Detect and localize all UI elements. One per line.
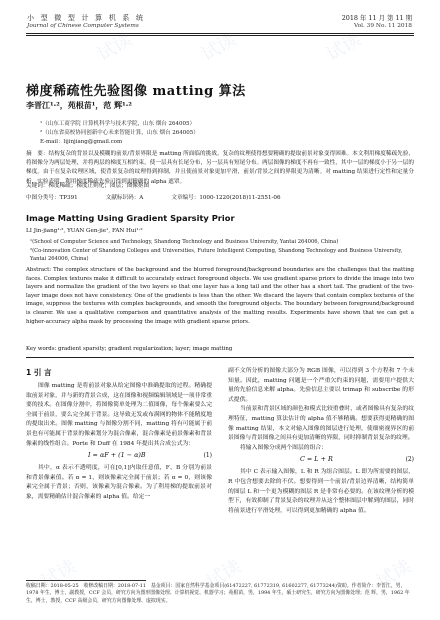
body-paragraph: 其中，α 表示不透明度，可在[0,1]内取任意值，F、B 分别为前景和背景像素值。若 α = 1，则该像素完全属于前景；若 α = 0，则该像素完全属于背景；否则，该像素为混合像素。为了利用梯的提取前景对象，需要精确估计混合像素的 alpha 值。给定一 [26,465,212,500]
equation-1 [26,450,212,463]
journal-name-en: Journal of Chinese Computer Systems [27,23,139,29]
affiliation-cn-1: ¹（山东工商学院 计算机科学与技术学院，山东 烟台 264005） [40,121,195,127]
footnote-rule [26,580,146,581]
clc-number: 中图分类号：TP391 [26,195,78,201]
authors-en: LI Jin-jiang¹·², YUAN Gen-jie¹, FAN Hui¹·² [26,228,143,234]
paper-title-cn: 梯度稀疏性先验图像 matting 算法 [26,84,246,99]
volume-number: Vol. 39 No. 11 2018 [353,23,412,29]
body-paragraph: 当前景和背景区域的颜色和模式比较重叠时，或者图像具有复杂的纹理特征，matting 算法估计的 alpha 值不够精确。想要获得更精确的图像 matting 结果，本文对输入图像的图层进行处理，使细密视界区的前景图像与背景图像之间具有更加清晰的界限，同时抑制背景复杂的纹理。 [228,406,414,442]
issue-date-cn: 2018 年 11 月 第 11 期 [341,14,412,22]
affiliation-en-1: ¹(School of Computer Science and Technology, Shandong Technology and Business University, Yantai 264006, China) [30,239,339,245]
equation-number: (1) [203,452,212,460]
watermark: 试读 [322,29,365,66]
article-number: 文章编号：1000-1220(2018)11-2551-06 [171,195,281,201]
watermark: 试读 [372,556,415,593]
paper-title-en: Image Matting Using Gradient Sparsity Prior [26,213,235,223]
header-rule [26,35,414,36]
document-code: 文献标识码：A [105,195,144,201]
keywords-en: Key words: gradient sparsity; gradient regularization; layer; image matting [26,346,233,352]
watermark: 试读 [93,29,136,66]
body-paragraph: 图像 matting 是将前景对象从给定图像中准确提取的过程。精确提取前景对象，并与新的背景合成，这在图像和视频编辑领域是一项非常重要的技术。在图像分割中，将图像简单处理为二值图像，每个像素要么完全属于前景，要么完全属于背景。这导致无发或布满网的物体不能精度地的提取出来。图像 matting 与图像分割不同，matting 将有可能属于前景也有可能属于背景的像素划分为混合像素，混合像素是前景像素和背景像素的线性组合。Porte 和 Duff 在 1984 年提出其合成公式为： [26,383,212,447]
affiliation-en-2: ²(Co-innovation Center of Shandong Colleges and Universities, Future Intelligent Computing, Shandong Technology and Business University, Yantai 264006, China) [30,248,403,262]
authors-cn: 李晋江¹·²，苑根苗¹，范 辉¹·² [26,100,132,110]
abstract-en: Abstract: The complex structure of the background and the blurred foreground/background boundaries are the challenges that the matting faces. Complex textures make it difficult to accurately extract foreground objects. We use gradient sparse priors to divide the image into two layers and normalize the gradient of the two layers so that one layer has a long tail and the other has a short tail. The gradient of the two-layer image does not have consistency. One of the gradients is less than the other. We discard the layers that contain complex textures of the image, suppress the textures with complex backgrounds, and smooth the foreground objects. The boundary between foreground/background is clearer. We use a qualitative comparison and quantitative analysis of the matting results. Experiments have shown that we can get a higher-accuracy alpha mask by processing the image with gradient sparse priors. [26,267,414,325]
abstract-cn: 摘 要：结构复杂的背景以及模糊的前景/背景界限是 matting 所面临的挑战。复杂的纹理使得想要精确的提取前景对象变得困难。本文利用梯度稀疏先验，将图像分为两层处理，并将两层的梯度互相约束，使一层具有长尾分布，另一层具有短尾分布。两层图像的梯度不再有一致性，其中一层的梯度小于另一层的梯度。由于在复杂纹理区域，使背景复杂的纹理得到抑制，并且使前景对象更加平滑，前景/背景之间的界限更为清晰。对 matting 结果进行定性和定量分析，实验表明，利用梯度稀疏先验可得到更精确的 alpha 遮罩。 [26,151,414,185]
equation-body: C = L + R [300,455,333,464]
equation-body: I = αF + (1 − α)B [88,451,146,460]
body-paragraph: 副不文所分析的图像大部分为 RGB 图像，可以得到 3 个方程和 7 个未知量。因此，matting 问题是一个严重欠约束的问题，需要用户提供大量的先验信息来解 alpha。先验信息主要以 trimap 和 subscribe 的形式提供。 [228,368,414,403]
footnote: 收稿日期：2018-05-25 收修改稿日期：2018-07-11 基金项目：国家自然科学基金项目(61472227, 61772319, 61602277, 61773244)资助。作者简介：李晋江，男，1978 年生，博士，副教授，CCF 会员，研究方向为图形图像处理、计算机视觉、机器学习；苑根苗，男，1994 年生，硕士研究生，研究方向为图像处理；范 辉，男，1962 年生，博士，教授，CCF 高级会员，研究方向图像处理、虚拟现实。 [26,583,410,604]
watermark: 试读 [197,29,240,66]
author-email: E-mail：lijinjiang@gmail.com [40,139,123,145]
journal-name-cn: 小 型 微 型 计 算 机 系 统 [27,14,146,22]
body-paragraph: 其中 C 表示输入图像，L 和 R 为组合图层。L 即为所需要的图层，R 中包含想要去除的不伏。想要得到一个前景/背景边界清晰，结构简单的图层 L 和一个更为模糊的图层 R 是非常有必要的。在该纹理分析的模型下，有效抑制了背景复杂的纹理并从这个整体图层中解到的图层，同时将前景进行平滑处理，可以得到更加精确的 alpha 值。 [228,469,414,514]
section-rule [26,357,414,358]
section-heading: 1 引 言 [26,368,52,377]
watermark: 试读 [37,556,80,593]
affiliation-cn-2: ²（山东省高校协同创新中心未来智能计算，山东 烟台 264005） [40,130,199,136]
equation-number: (2) [405,456,414,464]
equation-2 [228,454,414,467]
body-paragraph: 将输入图像分成两个图层的组合： [240,444,327,451]
header-rule [26,33,414,34]
body-column-left [26,382,212,503]
classification-line [26,193,414,201]
keywords-cn: 关键词：梯度稀疏；梯度正则化；图层；图像抠图 [26,183,150,189]
watermark: 试读 [202,556,245,593]
body-column-right [228,367,414,516]
